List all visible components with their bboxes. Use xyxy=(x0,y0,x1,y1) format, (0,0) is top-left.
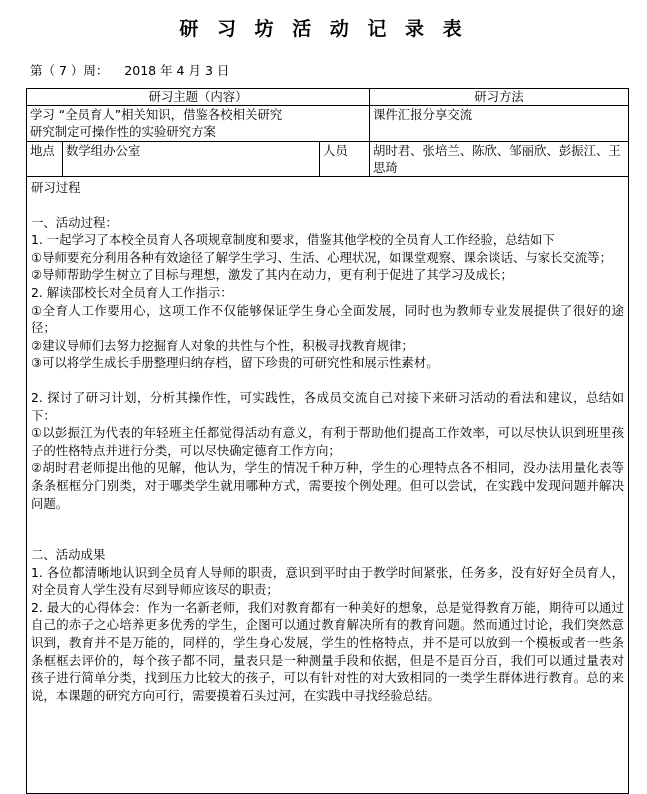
process-paragraph: ②建议导师们去努力挖掘育人对象的共性与个性，积极寻找教育规律； xyxy=(31,337,414,353)
topic-cell xyxy=(27,106,370,142)
topic-row xyxy=(27,106,629,142)
process-paragraph: ①全育人工作要用心，这项工作不仅能够保证学生身心全面发展，同时也为教师专业发展提供了很好的途径； xyxy=(31,302,624,336)
record-table xyxy=(26,88,629,794)
people-label: 人员 xyxy=(320,142,370,177)
process-paragraph: 1. 一起学习了本校全员育人各项规章制度和要求，借鉴其他学校的全员育人工作经验，总结如下 xyxy=(31,232,555,248)
place-people-row xyxy=(27,142,629,177)
process-paragraph: 2. 探讨了研习计划，分析其操作性，可实践性，各成员交流自己对接下来研习活动的看法和建议，总结如下： xyxy=(31,389,624,423)
method-cell: 课件汇报分享交流 xyxy=(370,106,629,142)
topic-line: 研究制定可操作性的实验研究方案 xyxy=(30,124,216,139)
week-date-line: 第（ 7 ）周： 2018 年 4 月 3 日 xyxy=(30,63,230,78)
method-header: 研习方法 xyxy=(370,89,629,106)
process-paragraph: ③可以将学生成长手册整理归纳存档，留下珍贵的可研究性和展示性素材。 xyxy=(31,355,439,371)
process-cell xyxy=(27,177,629,794)
topic-header: 研习主题（内容） xyxy=(27,89,370,106)
section-title: 二、活动成果 xyxy=(31,547,106,563)
process-paragraph: ②胡时君老师提出他的见解，他认为，学生的情况千种万种，学生的心理特点各不相同，没办法用量化表等条条框框分门别类，对于哪类学生就用哪种方式，需要按个例处理。但可以尝试，在实践中发现问题并解决问题。 xyxy=(31,460,624,511)
process-row xyxy=(27,177,629,794)
place-value: 数学组办公室 xyxy=(63,142,320,177)
result-paragraph: 2. 最大的心得体会：作为一名新老师，我们对教育都有一种美好的想象，总是觉得教育万能，期待可以通过自己的赤子之心培养更多优秀的学生，企图可以通过教育解决所有的教育问题。然而通过讨论，我们突然意识到，教育并不是万能的，同样的，学生身心发展，学生的性格特点，并不是可以放到一个模板或者一些条条框框去评价的，每个孩子都不同，量表只是一种测量手段和依据，但是不是百分百，我们可以通过量表对孩子进行简单分类，找到压力比较大的孩子，可以有针对性的对大致相同的一类学生群体进行教育。总的来说，本课题的研究方向可行，需要摸着石头过河，在实践中寻找经验总结。 xyxy=(31,599,624,703)
process-heading: 研习过程 xyxy=(31,180,81,195)
result-paragraph: 1. 各位都清晰地认识到全员育人导师的职责，意识到平时由于教学时间紧张，任务多，没有好好全员育人，对全员育人学生没有尽到导师应该尽的职责； xyxy=(31,564,624,598)
people-value: 胡时君、张培兰、陈欣、邹丽欣、彭振江、王思琦 xyxy=(370,142,629,177)
place-label: 地点 xyxy=(27,142,63,177)
process-paragraph: 2. 解读邵校长对全员育人工作指示： xyxy=(31,284,233,300)
section-title: 一、活动过程： xyxy=(31,214,118,230)
topic-line: 学习 “全员育人”相关知识，借鉴各校相关研究 xyxy=(30,107,283,122)
page-title: 研 习 坊 活 动 记 录 表 xyxy=(179,18,468,40)
process-paragraph: ①以彭振江为代表的年轻班主任都觉得活动有意义，有利于帮助他们提高工作效率，可以尽快认识到班里孩子的性格特点并进行分类，可以尽快确定德育工作方向； xyxy=(31,425,624,458)
process-paragraph: ①导师要充分利用各种有效途径了解学生学习、生活、心理状况，如课堂观察、课余谈话、与家长交流等； xyxy=(31,249,613,265)
process-paragraph: ②导师帮助学生树立了目标与理想，激发了其内在动力，更有利于促进了其学习及成长； xyxy=(31,267,513,283)
header-row xyxy=(27,89,629,106)
